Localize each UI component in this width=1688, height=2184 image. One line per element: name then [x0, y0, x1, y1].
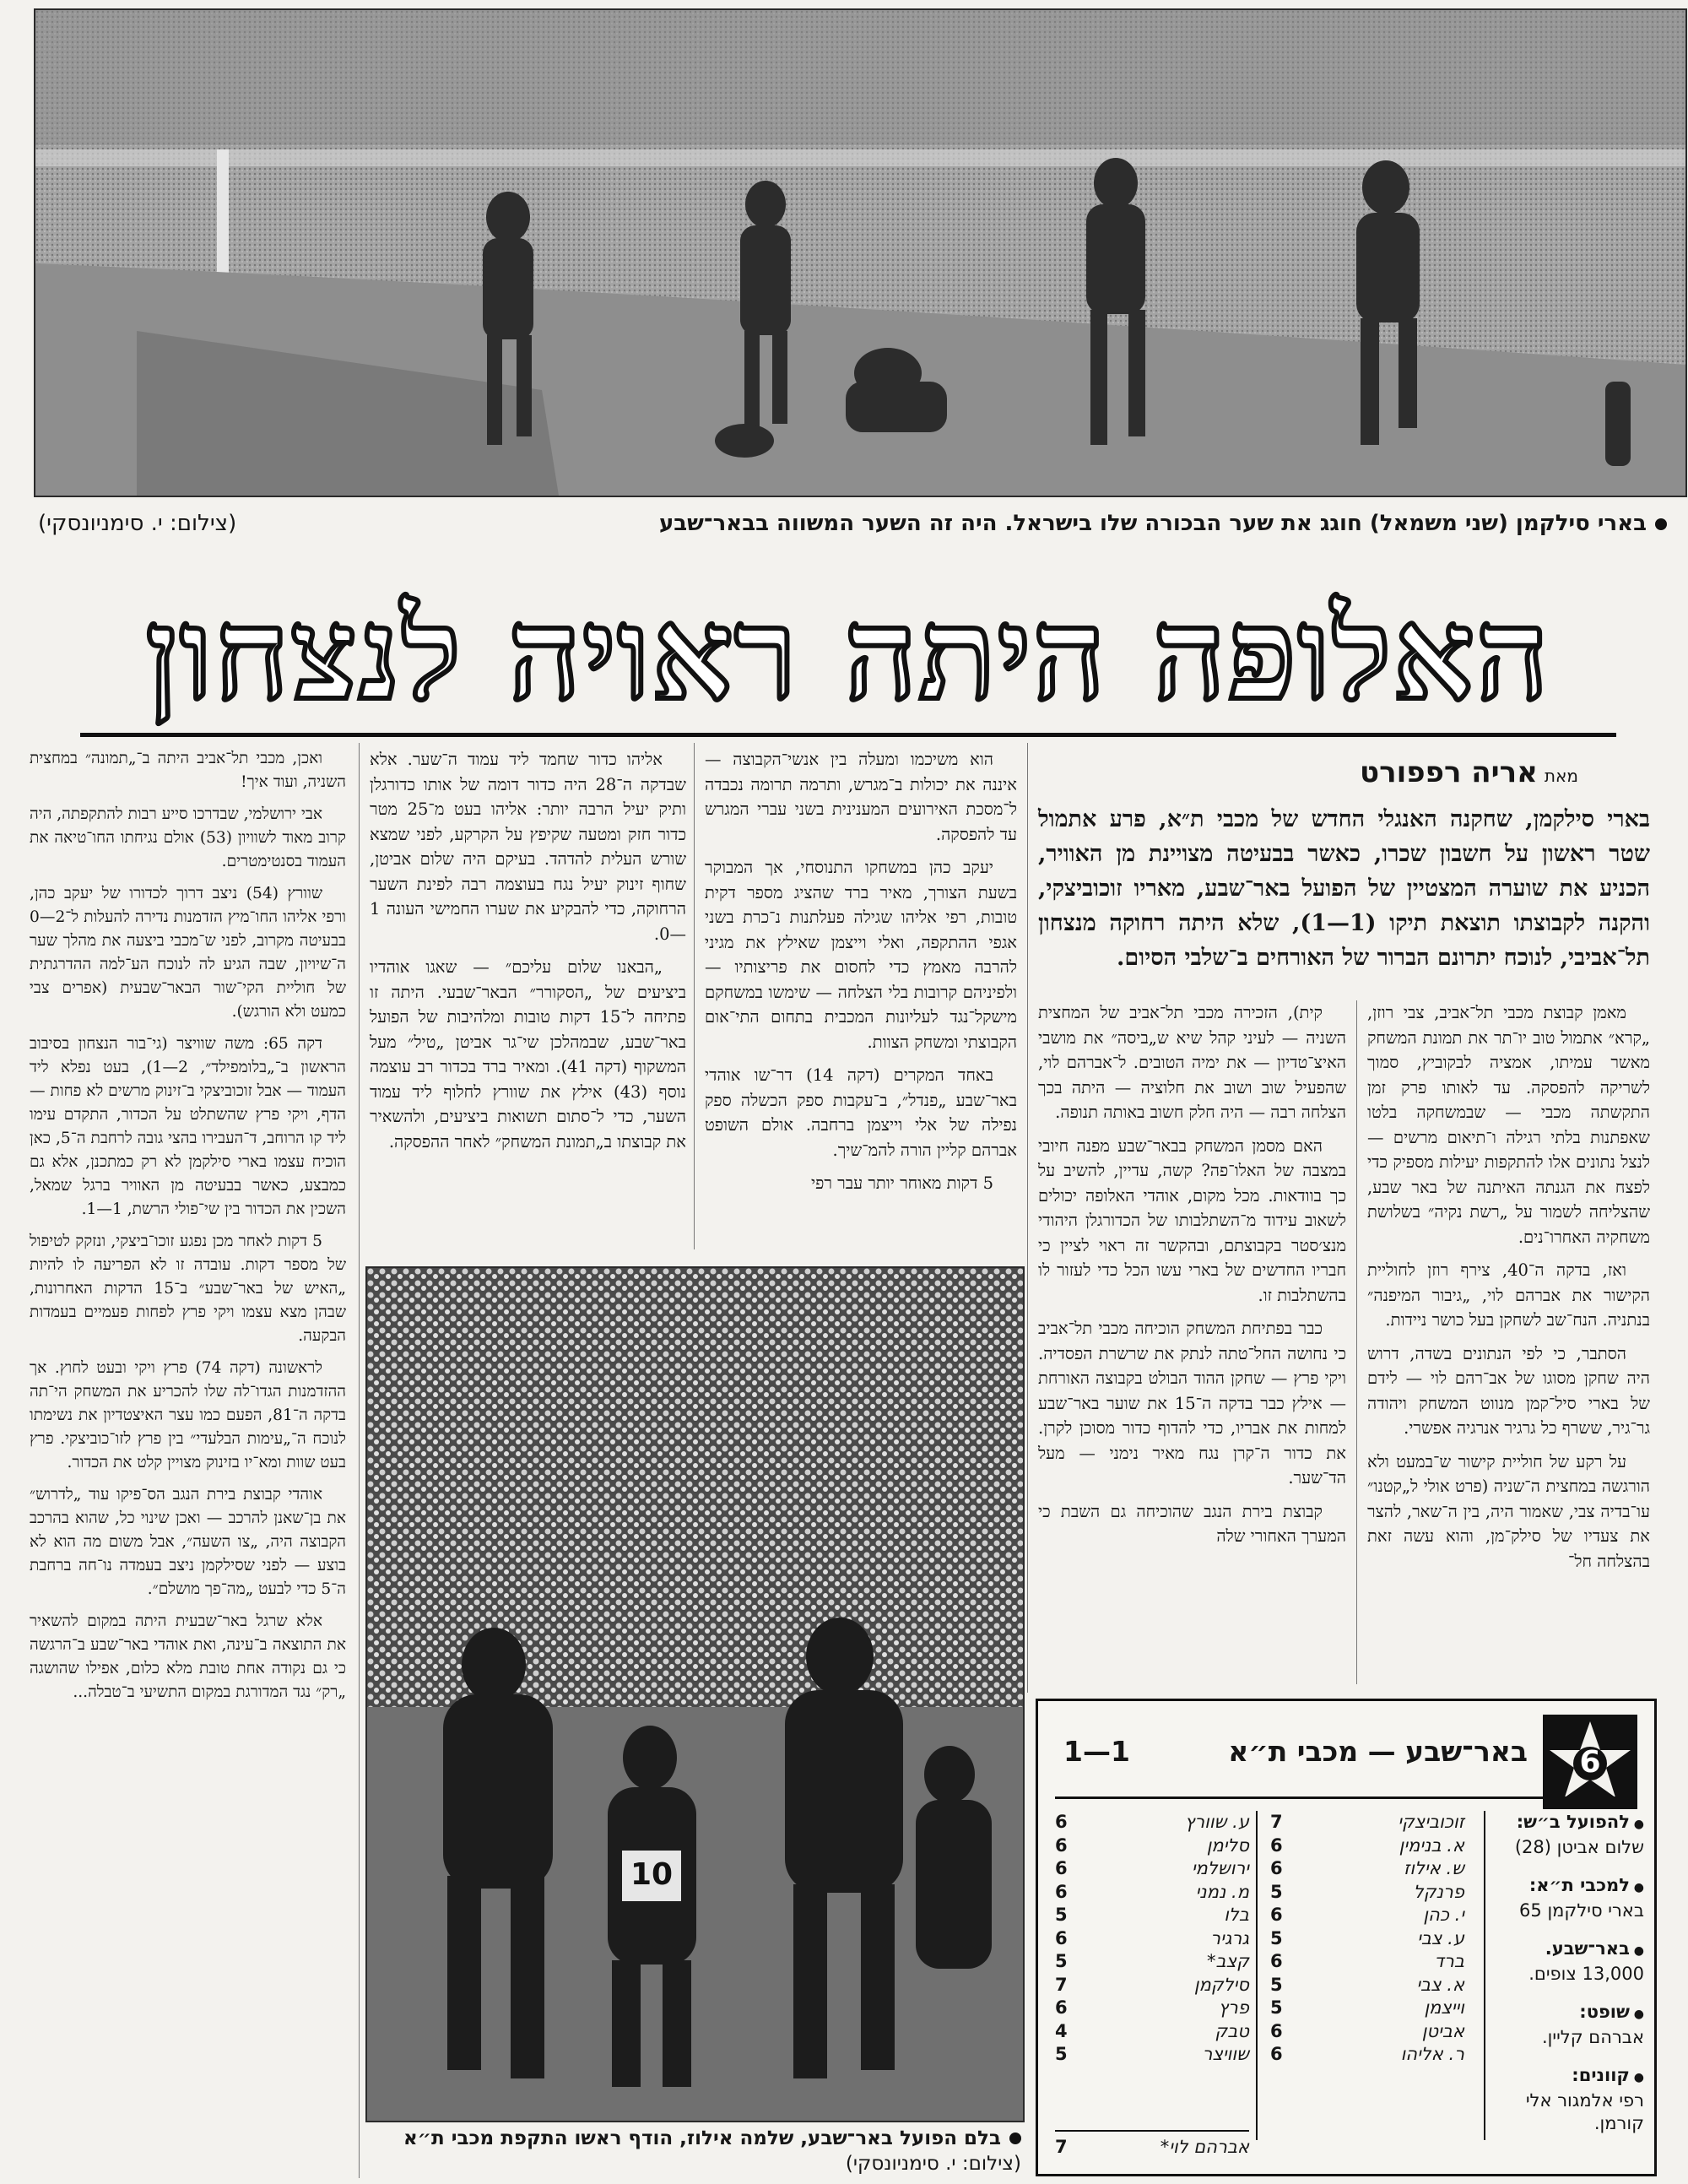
player-row [1055, 1881, 1249, 1905]
player-grade: 6 [1270, 1834, 1283, 1856]
player-row [1270, 1997, 1464, 2020]
byline-author: אריה רפפורט [1360, 756, 1538, 789]
info-item [1496, 2001, 1644, 2049]
player-grade: 6 [1055, 1812, 1068, 1832]
player-row [1270, 2043, 1464, 2067]
info-item [1496, 2064, 1644, 2135]
player-row [1055, 1811, 1249, 1834]
player-row [1270, 1834, 1464, 1858]
player-row [1055, 2043, 1249, 2067]
bullet-icon [1655, 518, 1667, 530]
player-grade: 5 [1270, 1927, 1283, 1948]
paragraph: על רקע של חוליית קישור ש־במעט ולא הורגשה במחצית ה־שניה (פרט אולי ל„קטנו״ עו־בדיה צבי, שאמור היה, בין ה־שאר, להצר את צעדיו של סילק־מן, והוא עשה זאת בהצלחה חל־ [1367, 1451, 1650, 1571]
bottom-photo-caption [365, 2126, 1021, 2176]
player-name: ע. צבי [1417, 1927, 1464, 1948]
player-grade: 6 [1055, 1997, 1068, 2018]
player-name: מ. נמני [1195, 1881, 1249, 1902]
player-name: ש. אילוז [1404, 1858, 1464, 1878]
bottom-caption-text: בלם הפועל באר־שבע, שלמה אילוז, הודף ראשו התקפת מכבי ת״א [403, 2127, 1001, 2149]
article-column-4 [370, 747, 686, 1162]
player-name: טבק [1215, 2020, 1249, 2041]
byline-prefix: מאת [1544, 766, 1578, 786]
paragraph: האם מסמן המשחק בבאר־שבע מפנה חיובי במצבה של האלו־פה? קשה, עדיין, להשיב על כך בוודאות. מכל מקום, אוהדי האלופה יכולים לשאוב עידוד מ־השתלבותו של הכדורגלן היהודי מנצ׳סטר בקבוצתם, ובהקשר זה ראוי לציין כי חבריו החדשים של בארי עשו הכל כדי לעזור לו בהשתלבות זו. [1038, 1135, 1346, 1305]
player-name: פרנקל [1413, 1881, 1464, 1902]
info-label: ● קוונים: [1496, 2064, 1644, 2089]
paragraph: שוורץ (54) ניצב דרוך לכדורו של יעקב כהן, ורפי אליהו החו־מיץ הזדמנות נדירה להעלות ל־2—0 בבעיטה מקרוב, לפני ש־מכבי ביצעה את מהלך שער ה־שיויון, שבה הגיע לה לנוכח הע־למה ההדרגתית של חוליית הקי־שור הבאר־שבעית (אפרים צבי כמעט ולא הורגש). [30, 885, 346, 1021]
paragraph: הסתבר, כי לפי הנתונים בשדה, דרוש היה שחקן מסוגו של אב־רהם לוי — לידם של בארי סיל־קמן מנווט המשחק ויהודה גר־גיר, ששרף כל גרגיר אנרגיה אפשרי. [1367, 1343, 1650, 1438]
paragraph: 5 דקות לאחר מכן נפגע זוכו־ביצקי, ונזקק לטיפול של מספר דקות. עובדה זו לא הפריעה לו להיות „האיש של באר־שבע״ ב־15 הדקות האחרונות, שבהן מצא עצמו ויקי פרץ לפחות פעמיים בעמדות הבקעה. [30, 1233, 346, 1345]
info-item [1496, 1937, 1644, 1986]
headline: האלופה היתה ראויה לנצחון [146, 580, 1550, 729]
paragraph: מאמן קבוצת מכבי תל־אביב, צבי רוזן, „קרא״ אתמול טוב יו־תר את תמונת המשחק מאשר עמיתו, אמציה לבקוביץ, סמוך לשריקה להפסקה. עד לאותו פרק זמן התקשתה מכבי — שבמשחקה בלטו שאפתנות בלתי רגילה ו־תיאום מרשים — לנצל נתונים אלו להתקפות יעילות מספיק כדי לפצח את הגנתה האיתנה של באר שבע, שהצליחה לשמור על „רשת נקיה״ בשלושת משחקיה האחרו־נים. [1367, 1003, 1650, 1247]
player-name: סילקמן [1193, 1974, 1249, 1995]
player-grade: 6 [1055, 1858, 1068, 1878]
info-value: בארי סילקמן 65 [1519, 1900, 1644, 1921]
player-name: א. בנימין [1399, 1834, 1464, 1856]
player-row [1055, 1950, 1249, 1974]
player-name: ירושלמי [1191, 1858, 1249, 1878]
player-row [1270, 1811, 1464, 1834]
paragraph: כבר בפתיחת המשחק הוכיחה מכבי תל־אביב כי נחושה החל־טתה לנתק את שרשרת הפסדיה. ויקי פרץ — שחקן ההוד הבולט בקבוצה האורחת — אילץ כבר בדקה ה־15 את שוער באר־שבע למחות את אבריו, כדי להדוף כדור מסוכן לקרן. את כדור ה־קרן נגח מאיר נימני — מעל הד־שער. [1038, 1319, 1346, 1488]
paragraph: הוא משיכמו ומעלה בין אנשי־הקבוצה — איננה את יכולות ב־מגרש, ותרמה תרומה נכבדה ל־מסכת האירועים המענינית בשני עברי המגרש עד להפסקה. [705, 750, 1017, 844]
player-grade: 5 [1270, 1974, 1283, 1995]
player-grade: 5 [1270, 1881, 1283, 1902]
info-item [1496, 1874, 1644, 1922]
info-value: 13,000 צופים. [1528, 1964, 1644, 1984]
player-grade: 5 [1270, 1997, 1283, 2018]
paragraph: אוהדי קבוצת בירת הנגב הס־פיקו עוד „לדרוש״ את בן־שאנן להרכב — ואכן שינוי כל, שהוא בהרכב הקבוצה היה, „צו השעה״, אבל משום מה הוא לא בוצע — לפני שסילקמן ניצב בעמדה נו־חה ברחבת ה־5 כדי לבעט „מה־פך מושלם״. [30, 1486, 346, 1598]
player-row [1055, 1927, 1249, 1951]
player-row [1055, 1857, 1249, 1881]
paragraph: לראשונה (דקה 74) פרץ ויקי ובעט לחוץ. אך ההזדמנות הגדו־לה שלו להכריע את המשחק הי־תה בדקה ה־81, הפעם כמו עצר האיצטדיון את נשימתו לנוכח ה־„עימות הבלעדי״ בין פרץ לזו־כוביצקי. פרץ בעט שוות ומא־יו בזינוק מצויין קלט את הכדור. [30, 1359, 346, 1471]
lead-text: בארי סילקמן, שחקנה האנגלי החדש של מכבי ת״א, פרע אתמול שטר ראשון על חשבון שכרו, כאשר בבעיטה מצויינת מן האוויר, הכניע את שוערה המצטיין של הפועל באר־שבע, מאריו זוכוביצקי, והקנה לקבוצתו תוצאת תיקו (1—1), שלא היתה רחוקה מנצחון תל־אביבי, לנוכח יתרונם הברור של האורחים ב־שלבי הסיום. [1038, 806, 1650, 971]
paragraph: קבוצת בירת הנגב שהוכיחה גם השבת כי המערך האחורי שלה [1038, 1501, 1346, 1546]
paragraph: ואכן, מכבי תל־אביב היתה ב־„תמונה״ במחצית השניה, ועוד איך! [30, 750, 346, 791]
player-name: קצב* [1207, 1951, 1249, 1971]
hapoel-lineup [1270, 1811, 1464, 2067]
article-column-5 [30, 747, 346, 1713]
paragraph: אליהו כדור שחמד ליד עמוד ה־שער. אלא שבדקה ה־28 היה כדור דומה של אותו כדורגלן ותיק יעיל הרבה יותר: אליהו בעט מ־25 מטר כדור חזק ומטעה שקיפץ על הקרקע, לפני שמצא שורש העלית להדהד. בעיקם היה שלום אביטן, שחוף זינוק יעיל נגח בעוצמה רבה לפינת השער הרחוקה, כדי להבקיע את שערו החמישי העונה 1—0. [370, 750, 686, 944]
column-divider [1027, 743, 1028, 1693]
paragraph: באחד המקרים (דקה 14) דר־שו אוהדי באר־שבע „פנדל״, ב־עקבות ספק הכשלה ספק נפילה של אלי וייצמן ברחבה. אולם השופט אברהם קליין הורה להמ־שיך. [705, 1065, 1017, 1160]
substitute-row [1055, 2130, 1249, 2157]
player-name: בלו [1224, 1905, 1249, 1925]
match-stats-box [1036, 1699, 1657, 2176]
bottom-caption-credit: (צילום: י. סימניונסקי) [845, 2153, 1021, 2175]
paragraph: 5 דקות מאוחר יותר עבר רפי [811, 1173, 993, 1193]
star-number: 6 [1579, 1745, 1601, 1780]
player-name: סלימן [1206, 1834, 1249, 1856]
player-grade: 7 [1055, 1974, 1068, 1995]
column-divider [1356, 1000, 1357, 1684]
player-grade: 6 [1270, 1905, 1283, 1925]
info-label: ● למכבי ת״א: [1496, 1874, 1644, 1899]
player-row [1055, 1904, 1249, 1927]
article-column-2 [1038, 1000, 1346, 1558]
match-title: באר־שבע — מכבי ת״א [1228, 1735, 1528, 1768]
star-icon [1543, 1715, 1637, 1809]
player-name: י. כהן [1423, 1905, 1464, 1925]
player-grade: 5 [1055, 2044, 1068, 2064]
player-name: זוכוביצקי [1398, 1812, 1464, 1832]
info-item [1496, 1811, 1644, 1859]
substitute-name: אברהם לוי* [1160, 2137, 1249, 2157]
player-row [1270, 2020, 1464, 2044]
article-column-3 [705, 747, 1017, 1205]
player-row [1270, 1974, 1464, 1997]
shirt-number: 10 [630, 1857, 674, 1892]
bullet-icon [1009, 2133, 1021, 2144]
player-grade: 4 [1055, 2020, 1068, 2041]
player-row [1055, 2020, 1249, 2044]
info-value: שלום אביטן (28) [1514, 1837, 1644, 1857]
top-photo [34, 8, 1687, 497]
player-name: אביטן [1421, 2020, 1464, 2041]
player-row [1270, 1950, 1464, 1974]
article-column-1 [1367, 1000, 1650, 1582]
paragraph: קית), הזכירה מכבי תל־אביב של המחצית השניה — לעיני קהל שיא ש„ביסה״ את מושבי האיצ־טדיון — את ימיה הטובים. ל־אברהם לוי, שהפעיל שוב ושוב את חלוציה — היתה בכך הצלחה רבה — היה חלק חשוב באותה תנופה. [1038, 1003, 1346, 1122]
player-name: גרגיר [1210, 1927, 1249, 1948]
player-row [1270, 1904, 1464, 1927]
player-row [1270, 1927, 1464, 1951]
title-rule [1055, 1797, 1637, 1799]
player-grade: 6 [1055, 1834, 1068, 1856]
paragraph: דקה 65: משה שוויצר (גי־בור הנצחון בסיבוב הראשון ב־„בלומפילד״, 2—1), בעט נפלא ליד העמוד — אבל זוכוביצקי ב־זינוק מרשים לא פחות — הדף, ויקי פרץ שהשתלט על הכדור, התקדם עימו ליד קו הרוחב, ד־העבירו בהצי גובה לרחבת ה־5, כאן הוכיח עצמו בארי סילקמן לא רק כמתכנן, אלא גם כמבצע, כאשר בבעיטה מן האוויר ברגל שמאל, השכין את הכדור בין שי־פולי הרשת, 1—1. [30, 1035, 346, 1218]
player-name: ר. אליהו [1400, 2044, 1464, 2064]
column-divider [359, 743, 360, 2178]
player-grade: 6 [1055, 1927, 1068, 1948]
paragraph: יעקב כהן במשחקו התנוסחי, אך המבוקר בשעת הצורך, מאיר ברד שהציג מספר דקית טובות, רפי אליהו שגילה פעלתנות נ־כרת בשני אגפי ההתקפה, ואלי וייצמן שאילץ את מגיני להרבה מאמץ כדי לחסום את פריצותיו — ולפיניהם קרובות בלי הצלחה — שימשו במשחקם מישקל־נגד לעליונות המכבית בתחום התי־אום הקבוצתי ומשחק הצוות. [705, 858, 1017, 1052]
info-label: ● שופט: [1496, 2001, 1644, 2026]
player-name: א. צבי [1416, 1974, 1464, 1995]
player-grade: 6 [1270, 1951, 1283, 1971]
player-grade: 6 [1270, 1858, 1283, 1878]
player-row [1055, 1974, 1249, 1997]
player-row [1270, 1881, 1464, 1905]
headline-underline [80, 733, 1616, 737]
info-value: אברהם קליין. [1542, 2027, 1644, 2047]
player-grade: 5 [1055, 1951, 1068, 1971]
player-name: וייצמן [1424, 1997, 1464, 2018]
player-name: ע. שוורץ [1184, 1812, 1249, 1832]
byline [1139, 756, 1578, 789]
column-separator [1484, 1811, 1485, 2140]
substitute-grade: 7 [1055, 2137, 1068, 2157]
column-separator [1256, 1811, 1258, 2140]
paragraph: אבי ירושלמי, שבדרכו סייע רבות להתקפתה, היה קרוב מאוד לשוויון (53) אולם נגיחתו החו־טיאה את העמוד בסנטימטרים. [30, 805, 346, 870]
player-grade: 6 [1055, 1881, 1068, 1902]
top-caption-text: בארי סילקמן (שני משמאל) חוגג את שער הבכורה שלו בישראל. היה זה השער המשווה בבאר־שבע [658, 511, 1647, 536]
info-value: רפי אלמגור אלי קורמן. [1525, 2090, 1644, 2133]
player-name: ברד [1434, 1951, 1464, 1971]
player-name: פרץ [1218, 1997, 1249, 2018]
paragraph: אלא שרגל באר־שבעית היתה במקום להשאיר את התוצאה ב־עינה, ואת אוהדי באר־שבע ב־הרגשה כי גם נקודה אחת טובת מלא כלום, אפילו שהושגה „רק״ נגד המדורגת במקום התשיעי ב־טבלה... [30, 1612, 346, 1701]
top-photo-caption [367, 511, 1667, 536]
player-row [1055, 1834, 1249, 1858]
player-grade: 5 [1055, 1905, 1068, 1925]
paragraph: „הבאנו שלום עליכם״ — שאגו אוהדיו ביציעים של „הסקורר״ הבאר־שבעי. היתה זו פתיחה ל־15 דקות טובות ומלהיבות של הפועל באר־שבע, שבמהלכן שי־גר אביטן „טיל״ מעל המשקוף (דקה 41). ומאיר ברד בכדור רב עוצמה נוסף (43) אילץ את שוורץ לחלוף ליד עמוד השער, כדי ל־סתום תשואות ביציעים, ולהשאיר את קבוצתו ב„תמונת המשחק״ לאחר ההפסקה. [370, 957, 686, 1152]
player-grade: 7 [1270, 1812, 1283, 1832]
player-name: שוויצר [1202, 2044, 1249, 2064]
maccabi-lineup [1055, 1811, 1249, 2067]
lead-paragraph [1038, 802, 1650, 984]
player-grade: 6 [1270, 2044, 1283, 2064]
column-divider [694, 743, 695, 1249]
match-info [1496, 1811, 1644, 2150]
player-row [1270, 1857, 1464, 1881]
bottom-photo [365, 1266, 1025, 2122]
info-label: ● להפועל ב״ש: [1496, 1811, 1644, 1836]
player-row [1055, 1997, 1249, 2020]
player-grade: 6 [1270, 2020, 1283, 2041]
top-photo-credit: (צילום: י. סימניונסקי) [38, 511, 237, 536]
info-label: ● באר־שבע. [1496, 1937, 1644, 1963]
paragraph: ואז, בדקה ה־40, צירף רוזן לחוליית הקישור את אברהם לוי, „גיבור המיפנה״ בנתניה. הנח־שב לשחקן בעל כושר ניידות. [1367, 1260, 1650, 1330]
match-score: 1—1 [1063, 1735, 1130, 1768]
